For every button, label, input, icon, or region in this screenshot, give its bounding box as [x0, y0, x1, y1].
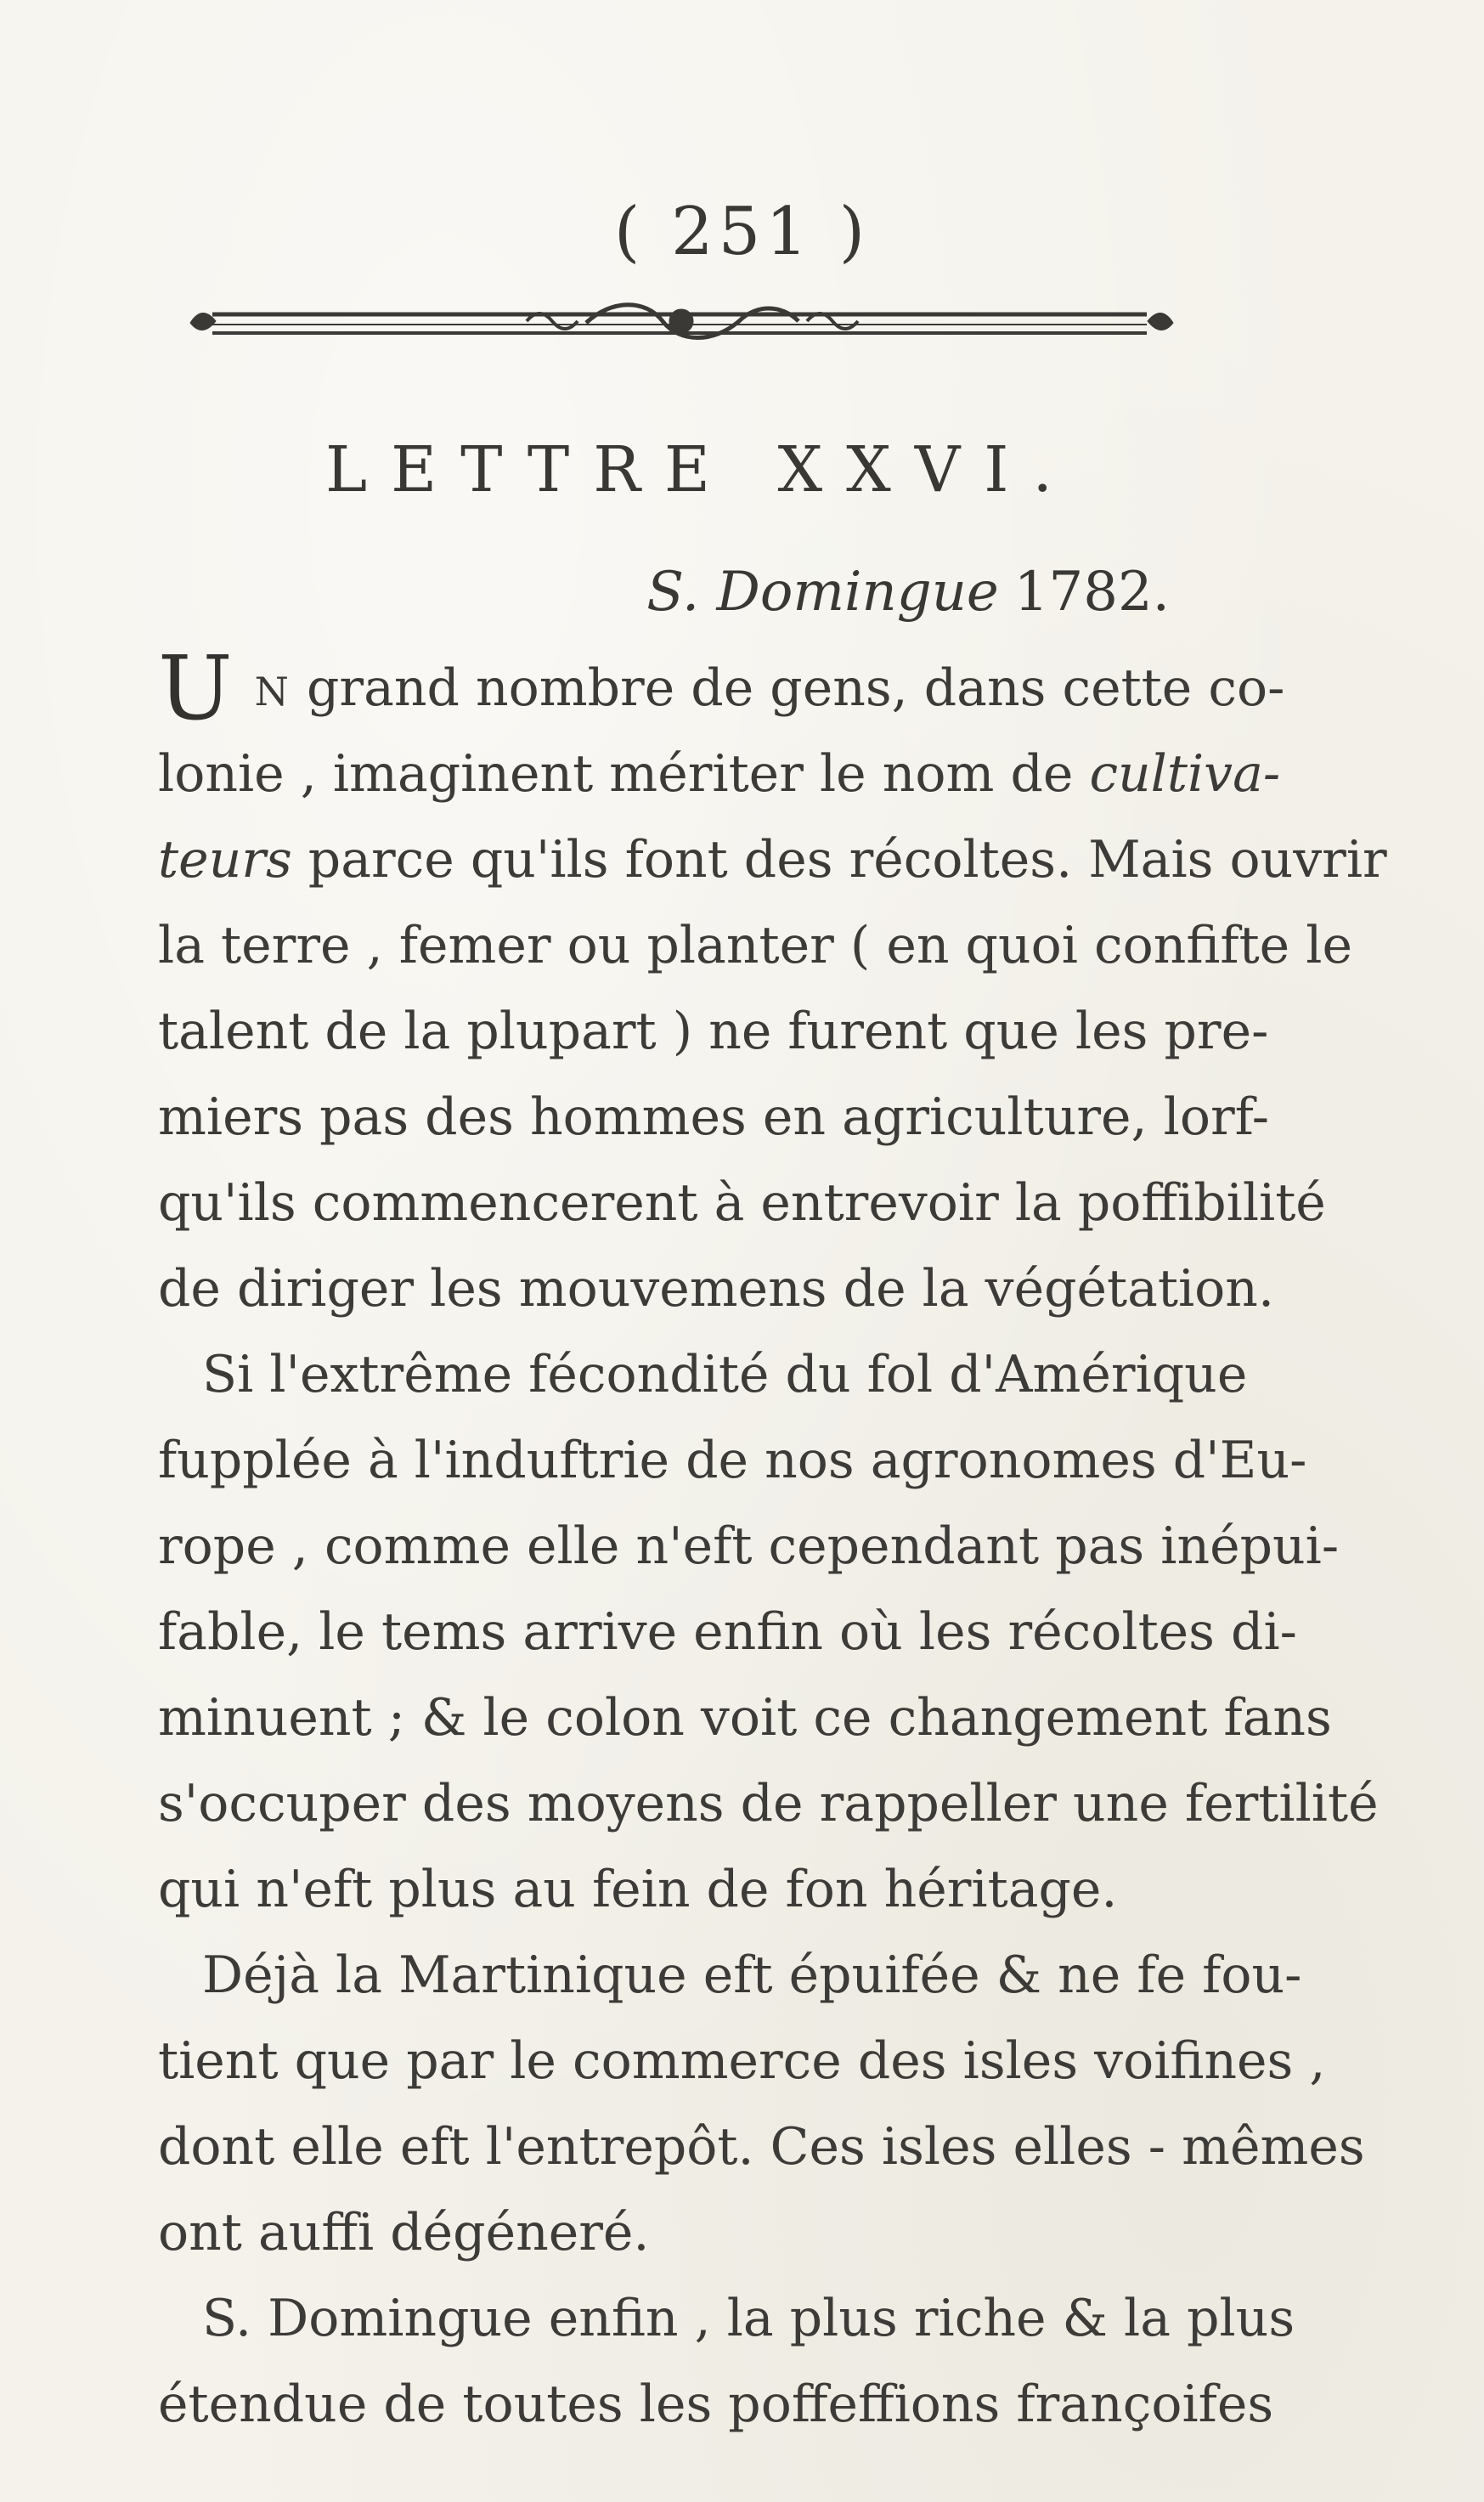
italic-fragment: teurs [158, 830, 292, 890]
text-line: Déjà la Martinique eft épuifée & ne fe fou- [202, 1946, 1302, 2005]
dateline-place: S. Domingue [646, 561, 999, 624]
text-line: dont elle eft l'entrepôt. Ces isles elles - mêmes [158, 2117, 1365, 2177]
text-line: minuent ; & le colon voit ce changement fans [158, 1688, 1332, 1748]
text-line: s'occuper des moyens de rappeller une fertilité [158, 1774, 1379, 1833]
dateline [646, 561, 1170, 624]
small-cap: N [254, 669, 291, 714]
dateline-year: 1782. [1013, 561, 1170, 624]
text-fragment: lonie , imaginent mériter le nom de [158, 744, 1090, 804]
text-line: la terre , femer ou planter ( en quoi confifte le [158, 916, 1352, 975]
text-line [158, 731, 1281, 817]
page-number: ( 251 ) [613, 194, 871, 270]
text-line [158, 636, 1285, 740]
text-line [158, 817, 1387, 903]
text-line: qu'ils commencerent à entrevoir la poffibilité [158, 1173, 1326, 1233]
text-fragment: parce qu'ils font des récoltes. Mais ouvrir [291, 830, 1387, 890]
text-line: de diriger les mouvemens de la végétation. [158, 1259, 1275, 1319]
text-line: étendue de toutes les poffeffions françoifes [158, 2375, 1274, 2434]
text-line: rope , comme elle n'eft cependant pas inépui- [158, 1516, 1340, 1576]
text-line: miers pas des hommes en agriculture, lorf- [158, 1087, 1270, 1147]
text-line: talent de la plupart ) ne furent que les pre- [158, 1002, 1269, 1061]
text-fragment: grand nombre de gens, dans cette co- [290, 658, 1285, 718]
ornamental-rule [187, 296, 1176, 347]
body-text [158, 636, 1387, 2448]
text-line: S. Domingue enfin , la plus riche & la plus [202, 2289, 1295, 2348]
text-line: fable, le tems arrive enfin où les récoltes di- [158, 1602, 1297, 1662]
text-line: ont auffi dégéneré. [158, 2203, 650, 2262]
text-line: qui n'eft plus au fein de fon héritage. [158, 1860, 1118, 1919]
text-line: Si l'extrême fécondité du fol d'Amérique [202, 1345, 1248, 1404]
drop-cap: U [158, 636, 233, 740]
italic-fragment: cultiva- [1089, 744, 1281, 804]
text-line: fupplée à l'induftrie de nos agronomes d'Eu- [158, 1431, 1307, 1490]
letter-heading: LETTRE XXVI. [324, 433, 1077, 506]
text-line: tient que par le commerce des isles voifines , [158, 2031, 1326, 2091]
